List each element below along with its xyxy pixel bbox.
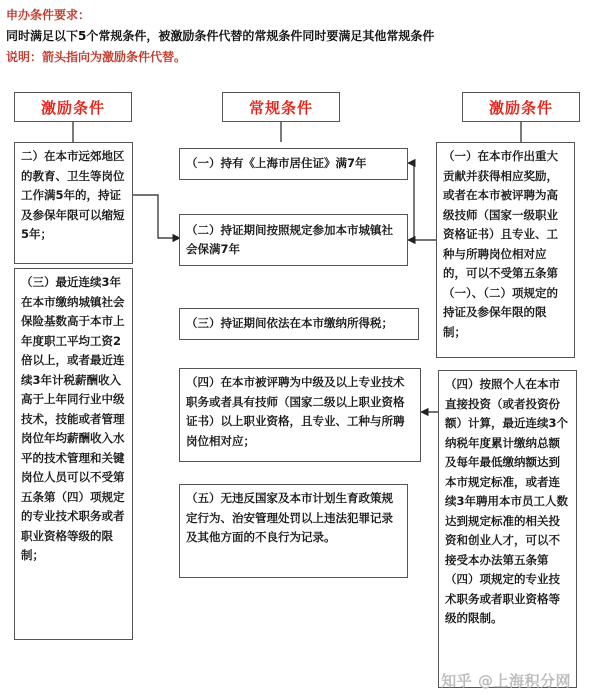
regular-condition-3: （三）持证期间依法在本市缴纳所得税； [179, 308, 419, 340]
arrow-note: 说明：箭头指向为激励条件代替。 [6, 50, 187, 64]
regular-condition-4: （四）在本市被评聘为中级及以上专业技术职务或者具有技师（国家二级以上职业资格证书）以上职业资格，且专业、工种与所聘岗位相对应； [179, 368, 421, 462]
middle-column-title: 常规条件 [222, 92, 340, 122]
arrow-left1-to-mid2 [133, 195, 180, 238]
left-incentive-box-2: 二）在本市远郊地区的教育、卫生等岗位工作满5年的，持证及参保年限可以缩短5年； [14, 142, 133, 264]
left-column-title: 激励条件 [14, 92, 132, 122]
regular-condition-2: （二）持证期间按照规定参加本市城镇社会保满7年 [179, 214, 408, 266]
watermark: 知乎 @上海积分网 [441, 672, 571, 690]
requirements-title: 申办条件要求： [6, 8, 91, 22]
regular-condition-5: （五）无违反国家及本市计划生育政策规定行为、治安管理处罚以上违法犯罪记录及其他方面的不良行为记录。 [179, 484, 408, 578]
regular-condition-1: （一）持有《上海市居住证》满7年 [179, 148, 408, 180]
right-incentive-box-1: （一）在本市作出重大贡献并获得相应奖励，或者在本市被评聘为高级技师（国家一级职业资格证书）且专业、工种与所聘岗位相对应的，可以不受第五条第（一）、（二）项规定的持证及参保年限的限制； [436, 142, 575, 358]
arrow-right1-to-mid1 [408, 163, 436, 240]
right-column-title: 激励条件 [462, 92, 580, 122]
requirements-rule: 同时满足以下5个常规条件，被激励条件代替的常规条件同时要满足其他常规条件 [6, 29, 435, 43]
left-incentive-box-3: （三）最近连续3年在本市缴纳城镇社会保险基数高于本市上年度职工平均工资2倍以上，或者最近连续3年计税薪酬收入高于上年同行业中级技术，技能或者管理岗位年均薪酬收入水平的技术管理和关键岗位人员可以不受第五条第（四）项规定的专业技术职务或者职业资格等级的限制； [14, 268, 133, 640]
right-incentive-box-4: （四）按照个人在本市直接投资（或者投资份额）计算，最近连续3个纳税年度累计缴纳总额及每年最低缴纳额达到本市规定标准，或者连续3年聘用本市员工人数达到规定标准的相关投资和创业人才，可以不接受本办法第五条第（四）项规定的专业技术职务或者职业资格等级的限制。 [438, 370, 577, 688]
